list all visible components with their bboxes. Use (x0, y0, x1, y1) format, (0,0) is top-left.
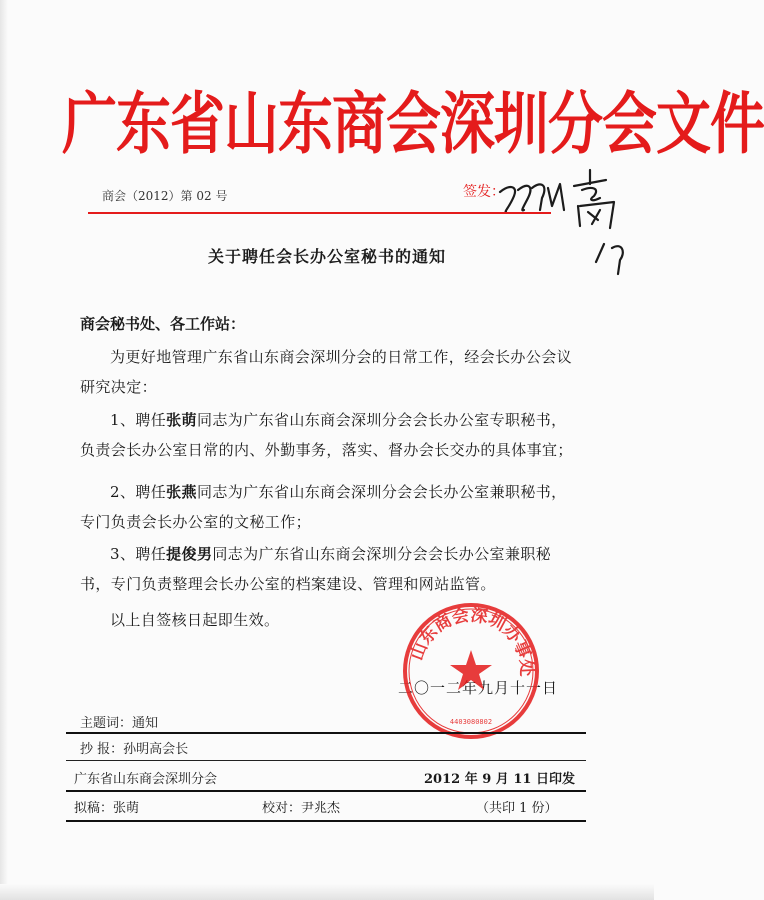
body-paragraph: 为更好地管理广东省山东商会深圳分会的日常工作，经会长办公会议研究决定： (80, 348, 573, 396)
document-number: 商会（2012）第 02 号 (102, 189, 228, 203)
scan-shadow-left (0, 0, 8, 900)
svg-text:山东商会深圳办事处: 山东商会深圳办事处 (407, 605, 537, 677)
issuing-organization: 广东省山东商会深圳分会 (74, 772, 218, 787)
paragraph-text: 同志为广东省山东商会深圳分会会长办公室兼职秘书，专门负责会长办公室的文秘工作； (80, 483, 567, 531)
appointee-name: 张燕 (166, 483, 197, 501)
paragraph-lead: 1、聘任 (110, 411, 167, 429)
document-masthead: 广东省山东商会深圳分会文件 (62, 84, 764, 164)
print-date: 2012 年 9 月 11 日印发 (424, 772, 575, 787)
sign-label: 签发： (463, 184, 505, 200)
scan-shadow-bottom (0, 884, 654, 900)
body-paragraph: 以上自签核日起即生效。 (110, 611, 280, 629)
cc-line: 抄 报：孙明高会长 (80, 742, 189, 757)
svg-text:4403080802: 4403080802 (449, 718, 493, 726)
body-paragraph (80, 405, 580, 465)
footer-rule (66, 760, 586, 761)
paragraph-lead: 2、聘任 (110, 483, 167, 501)
footer-rule (66, 820, 586, 822)
drafter: 拟稿：张萌 (74, 801, 140, 816)
copies-count: （共印 1 份） (476, 801, 558, 816)
footer-rule (66, 790, 586, 792)
proofreader: 校对：尹兆杰 (262, 801, 341, 816)
appointee-name: 提俊男 (166, 545, 213, 563)
issue-date: 二〇一二年九月十一日 (398, 679, 559, 697)
footer-rule (66, 732, 586, 734)
body-paragraph (80, 477, 580, 537)
official-seal (400, 600, 542, 742)
paragraph-lead: 3、聘任 (110, 545, 167, 563)
addressee: 商会秘书处、各工作站： (80, 315, 246, 333)
subject-keywords: 主题词：通知 (80, 716, 159, 731)
body-paragraph (80, 539, 580, 599)
paragraph-text: 同志为广东省山东商会深圳分会会长办公室专职秘书，负责会长办公室日常的内、外勤事务，落实、督办会长交办的具体事宜； (80, 411, 573, 459)
appointee-name: 张萌 (166, 411, 197, 429)
paragraph-text: 同志为广东省山东商会深圳分会会长办公室兼职秘书，专门负责整理会长办公室的档案建设、管理和网站监管。 (80, 545, 552, 593)
masthead-divider (88, 212, 551, 214)
notice-title: 关于聘任会长办公室秘书的通知 (207, 247, 446, 266)
